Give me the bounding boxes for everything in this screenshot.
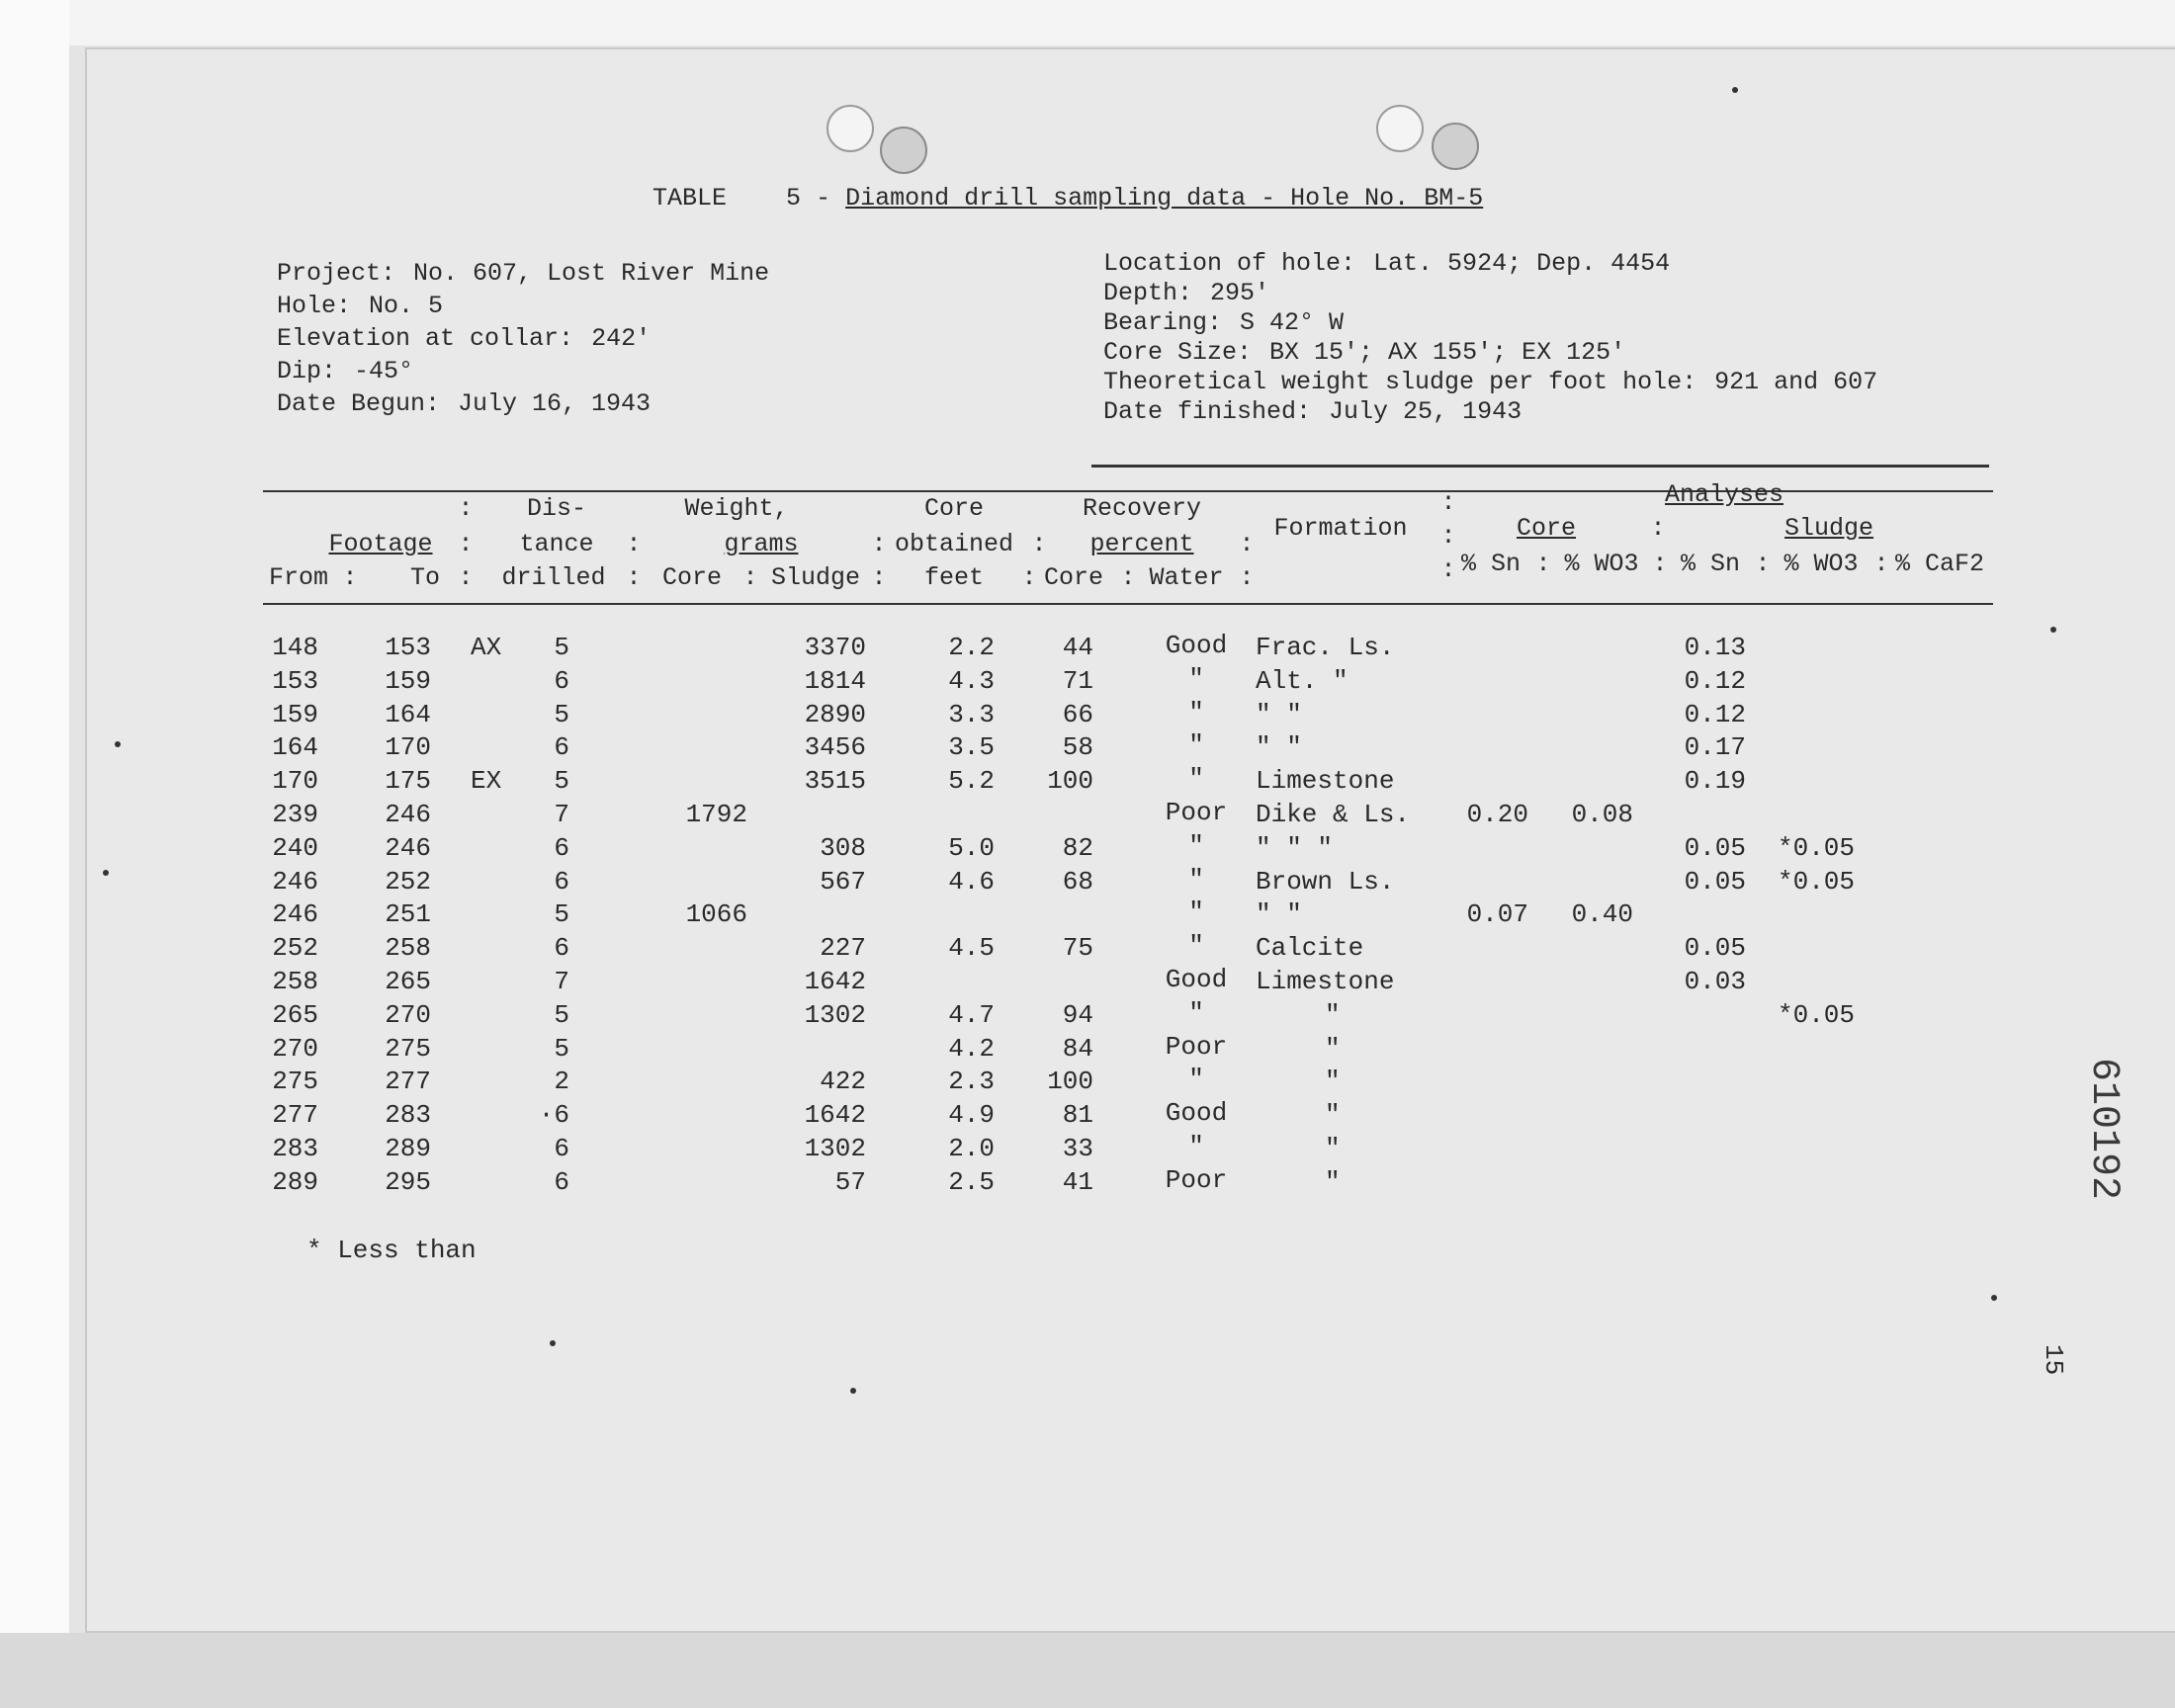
cell-distance: 6 [554,1134,569,1163]
cell-recovery-core: 94 [1062,999,1093,1030]
header-core-1: Core [923,494,984,523]
cell-to: 251 [385,899,431,930]
header-sep: : [1120,563,1136,592]
cell-formation: " " [1256,899,1302,930]
cell-distance: 6 [554,933,569,964]
cell-from: 246 [272,899,318,930]
cell-recovery-water: " [1188,997,1204,1028]
cell-core-size: EX [471,766,502,797]
header-sep: : [1440,555,1456,584]
table-title [652,184,1483,213]
info-label: Dip: [277,357,337,385]
cell-core-sn: 0.20 [1466,800,1528,829]
info-value: 295' [1210,279,1270,307]
cell-core-feet: 2.5 [948,1166,995,1197]
header-from: From [268,563,328,592]
cell-distance: ·6 [538,1100,569,1131]
header-sludge-sn: % Sn [1680,550,1740,578]
header-sep: : [1239,563,1255,592]
cell-recovery-water: " [1188,864,1204,895]
header-sludge-caf2: % CaF2 [1894,550,1984,578]
header-sep: : [458,530,474,558]
info-value: 921 and 607 [1714,368,1878,396]
header-weight-core: Core [661,563,722,592]
info-left-line [277,357,413,386]
scan-speck [1732,87,1738,93]
cell-formation: Frac. Ls. [1256,633,1395,662]
punch-hole-icon [1376,105,1424,152]
info-label: Depth: [1103,279,1193,307]
info-right-line [1103,368,1877,397]
cell-core-feet: 3.5 [948,732,995,763]
cell-to: 252 [385,866,431,897]
header-formation: Formation [1273,514,1408,543]
info-left-line [277,259,769,289]
cell-recovery-core: 68 [1062,866,1093,897]
header-sep: : [1650,514,1666,543]
scan-speck [103,870,109,876]
cell-recovery-core: 44 [1062,633,1093,662]
cell-recovery-water: " [1188,697,1204,727]
header-weight-1: Weight, [684,494,789,523]
info-label: Elevation at collar: [277,324,574,353]
info-value: 242' [591,324,652,353]
cell-formation: " [1325,1067,1341,1097]
cell-to: 275 [385,1033,431,1064]
cell-recovery-core: 75 [1062,933,1093,964]
cell-distance: 6 [554,832,569,863]
scan-speck [2050,627,2056,633]
header-core-sn: % Sn [1460,550,1521,578]
cell-weight-sludge: 3456 [804,732,866,763]
cell-weight-sludge: 1302 [804,1134,866,1163]
cell-recovery-water: Poor [1165,798,1228,827]
cell-formation: Dike & Ls. [1256,800,1411,829]
info-left-line [277,292,443,321]
cell-from: 148 [272,633,318,662]
info-label: Project: [277,259,396,288]
cell-core-feet: 4.7 [948,999,995,1030]
cell-formation: " [1325,999,1341,1030]
cell-sludge-sn: 0.13 [1684,633,1746,662]
header-sep: : [1535,550,1551,578]
cell-core-feet: 4.9 [948,1100,995,1131]
header-sep: : [871,563,887,592]
cell-from: 289 [272,1166,318,1197]
header-rule-over-formation [1091,465,1989,468]
cell-recovery-water: " [1188,830,1204,861]
header-sep: : [626,563,642,592]
cell-to: 170 [385,732,431,763]
cell-sludge-sn: 0.03 [1684,967,1746,996]
info-value: S 42° W [1240,308,1345,337]
cell-formation: " [1325,1166,1341,1197]
header-recovery-1: Recovery [1082,494,1202,523]
cell-distance: 5 [554,899,569,930]
punch-hole-icon [826,105,874,152]
cell-recovery-core: 66 [1062,699,1093,729]
cell-recovery-water: Poor [1165,1031,1228,1062]
header-sep: : [742,563,758,592]
header-sep: : [1652,550,1668,578]
header-weight-2: grams [724,530,799,558]
margin-document-number: 610192 [2081,1058,2126,1201]
cell-from: 170 [272,766,318,797]
title-dash: - [816,184,831,213]
header-distance-1: Dis- [526,494,586,523]
cell-to: 159 [385,665,431,696]
cell-from: 275 [272,1067,318,1097]
scan-left-edge [0,0,69,1708]
cell-distance: 7 [554,800,569,829]
scan-speck [115,741,121,747]
cell-recovery-water: " [1188,1132,1204,1161]
cell-formation: " [1325,1033,1341,1064]
cell-distance: 5 [554,999,569,1030]
scan-top-edge [0,0,2175,45]
cell-to: 258 [385,933,431,964]
cell-core-feet: 4.5 [948,933,995,964]
cell-to: 270 [385,999,431,1030]
info-label: Location of hole: [1103,249,1356,278]
cell-weight-sludge: 3515 [804,766,866,797]
header-sep: : [458,563,474,592]
header-to: To [409,563,440,592]
cell-core-feet: 3.3 [948,699,995,729]
header-core-3: feet [923,563,984,592]
info-label: Core Size: [1103,338,1253,367]
info-left-line [277,324,651,354]
cell-core-feet: 4.6 [948,866,995,897]
header-sep: : [1440,522,1456,551]
cell-to: 164 [385,699,431,729]
header-sep: : [1755,550,1771,578]
cell-sludge-wo3: *0.05 [1777,999,1855,1030]
header-sludge-wo3: % WO3 [1784,550,1859,578]
info-value: BX 15'; AX 155'; EX 125' [1269,338,1626,367]
table-number: 5 [786,184,802,213]
cell-formation: Alt. " [1256,665,1348,696]
cell-recovery-water: Good [1165,631,1228,660]
cell-core-feet: 2.0 [948,1134,995,1163]
cell-recovery-core: 81 [1062,1100,1093,1131]
cell-sludge-sn: 0.17 [1684,732,1746,763]
cell-distance: 5 [554,766,569,797]
cell-to: 175 [385,766,431,797]
info-left-line [277,389,651,419]
header-sep: : [1031,530,1047,558]
header-sep: : [1440,488,1456,517]
header-analyses-core: Core [1516,514,1576,543]
info-value: -45° [354,357,414,385]
cell-core-feet: 4.3 [948,665,995,696]
cell-distance: 6 [554,665,569,696]
cell-from: 239 [272,800,318,829]
cell-weight-sludge: 1302 [804,999,866,1030]
cell-from: 283 [272,1134,318,1163]
cell-to: 153 [385,633,431,662]
cell-to: 246 [385,800,431,829]
cell-from: 246 [272,866,318,897]
info-right-line [1103,397,1522,427]
cell-recovery-core: 100 [1047,766,1093,797]
header-core-wo3: % WO3 [1564,550,1639,578]
footnote: * Less than [306,1236,477,1265]
info-label: Theoretical weight sludge per foot hole: [1103,368,1697,396]
info-right-line [1103,249,1670,279]
punch-hole-shadow-icon [1432,123,1479,170]
cell-recovery-water: " [1188,663,1204,694]
header-recovery-core: Core [1043,563,1103,592]
cell-core-feet: 2.3 [948,1067,995,1097]
cell-formation: " " [1256,699,1302,729]
cell-from: 277 [272,1100,318,1131]
header-distance-2: tance [519,530,594,558]
cell-recovery-core: 71 [1062,665,1093,696]
cell-core-wo3: 0.08 [1571,800,1633,829]
cell-weight-sludge: 3370 [804,633,866,662]
cell-from: 265 [272,999,318,1030]
info-value: Lat. 5924; Dep. 4454 [1373,249,1671,278]
cell-sludge-sn: 0.05 [1684,866,1746,897]
info-right-line [1103,279,1269,308]
cell-to: 289 [385,1134,431,1163]
cell-sludge-wo3: *0.05 [1777,832,1855,863]
info-label: Bearing: [1103,308,1223,337]
cell-formation: Limestone [1256,766,1395,797]
cell-recovery-core: 33 [1062,1134,1093,1163]
cell-weight-sludge: 422 [820,1067,866,1097]
cell-recovery-water: " [1188,897,1204,928]
info-right-line [1103,338,1625,368]
header-sep: : [871,530,887,558]
cell-from: 270 [272,1033,318,1064]
header-sep: : [1021,563,1037,592]
cell-core-feet: 2.2 [948,633,995,662]
cell-distance: 7 [554,967,569,996]
cell-sludge-sn: 0.19 [1684,766,1746,797]
header-recovery-2: percent [1089,530,1194,558]
cell-recovery-water: " [1188,730,1204,761]
cell-weight-core: 1792 [685,800,747,829]
info-right-line [1103,308,1344,338]
cell-distance: 6 [554,732,569,763]
cell-distance: 5 [554,699,569,729]
cell-sludge-wo3: *0.05 [1777,866,1855,897]
cell-recovery-core: 100 [1047,1067,1093,1097]
header-sep: : [1239,530,1255,558]
cell-distance: 6 [554,1166,569,1197]
header-weight-sludge: Sludge [770,563,860,592]
cell-from: 164 [272,732,318,763]
cell-from: 159 [272,699,318,729]
header-core-2: obtained [894,530,1014,558]
cell-core-size: AX [471,633,502,662]
scan-speck [550,1340,556,1346]
header-analyses-sludge: Sludge [1784,514,1873,543]
cell-sludge-sn: 0.05 [1684,933,1746,964]
header-analyses: Analyses [1664,480,1784,509]
cell-formation: Calcite [1256,933,1364,964]
cell-recovery-water: Poor [1165,1164,1228,1195]
cell-recovery-core: 82 [1062,832,1093,863]
scan-speck [1991,1295,1997,1301]
cell-sludge-sn: 0.12 [1684,665,1746,696]
header-sep: : [342,563,358,592]
header-sep: : [626,530,642,558]
header-recovery-water: Water [1149,563,1224,592]
header-sep: : [1873,550,1889,578]
scan-bottom-edge [0,1633,2175,1708]
cell-core-sn: 0.07 [1466,899,1528,930]
header-footage: Footage [328,530,433,558]
cell-to: 246 [385,832,431,863]
cell-weight-sludge: 57 [834,1166,866,1197]
info-value: July 16, 1943 [458,389,652,418]
cell-distance: 5 [554,633,569,662]
cell-formation: Limestone [1256,967,1395,996]
cell-distance: 5 [554,1033,569,1064]
cell-recovery-core: 58 [1062,732,1093,763]
cell-weight-sludge: 567 [820,866,866,897]
cell-formation: " [1325,1100,1341,1131]
cell-recovery-core: 84 [1062,1033,1093,1064]
cell-core-feet: 5.0 [948,832,995,863]
cell-recovery-water: " [1188,931,1204,962]
info-label: Hole: [277,292,352,320]
header-sep: : [458,494,474,523]
header-rule-bottom [263,603,1993,605]
cell-from: 252 [272,933,318,964]
cell-to: 277 [385,1067,431,1097]
cell-to: 283 [385,1100,431,1131]
cell-recovery-water: Good [1165,965,1228,994]
cell-formation: Brown Ls. [1256,866,1395,897]
cell-recovery-water: " [1188,1065,1204,1095]
info-value: July 25, 1943 [1329,397,1522,426]
cell-distance: 2 [554,1067,569,1097]
cell-core-wo3: 0.40 [1571,899,1633,930]
cell-from: 153 [272,665,318,696]
cell-core-feet: 4.2 [948,1033,995,1064]
cell-weight-sludge: 1642 [804,1100,866,1131]
cell-to: 265 [385,967,431,996]
page-number: 15 [2039,1344,2068,1376]
cell-weight-sludge: 1814 [804,665,866,696]
cell-recovery-water: " [1188,764,1204,795]
cell-formation: " [1325,1134,1341,1163]
cell-weight-sludge: 227 [820,933,866,964]
cell-formation: " " " [1256,832,1334,863]
cell-distance: 6 [554,866,569,897]
cell-core-feet: 5.2 [948,766,995,797]
scan-speck [850,1388,856,1394]
table-label: TABLE [652,184,728,213]
cell-weight-sludge: 1642 [804,967,866,996]
info-value: No. 607, Lost River Mine [413,259,770,288]
info-value: No. 5 [369,292,444,320]
punch-hole-shadow-icon [880,127,927,174]
cell-from: 258 [272,967,318,996]
cell-recovery-core: 41 [1062,1166,1093,1197]
cell-recovery-water: Good [1165,1098,1228,1129]
info-label: Date finished: [1103,397,1312,426]
cell-weight-sludge: 308 [820,832,866,863]
cell-weight-sludge: 2890 [804,699,866,729]
cell-sludge-sn: 0.05 [1684,832,1746,863]
cell-sludge-sn: 0.12 [1684,699,1746,729]
info-label: Date Begun: [277,389,441,418]
cell-to: 295 [385,1166,431,1197]
table-caption: Diamond drill sampling data - Hole No. BM-5 [845,184,1484,213]
cell-weight-core: 1066 [685,899,747,930]
cell-from: 240 [272,832,318,863]
cell-formation: " " [1256,732,1302,763]
header-distance-3: drilled [501,563,606,592]
